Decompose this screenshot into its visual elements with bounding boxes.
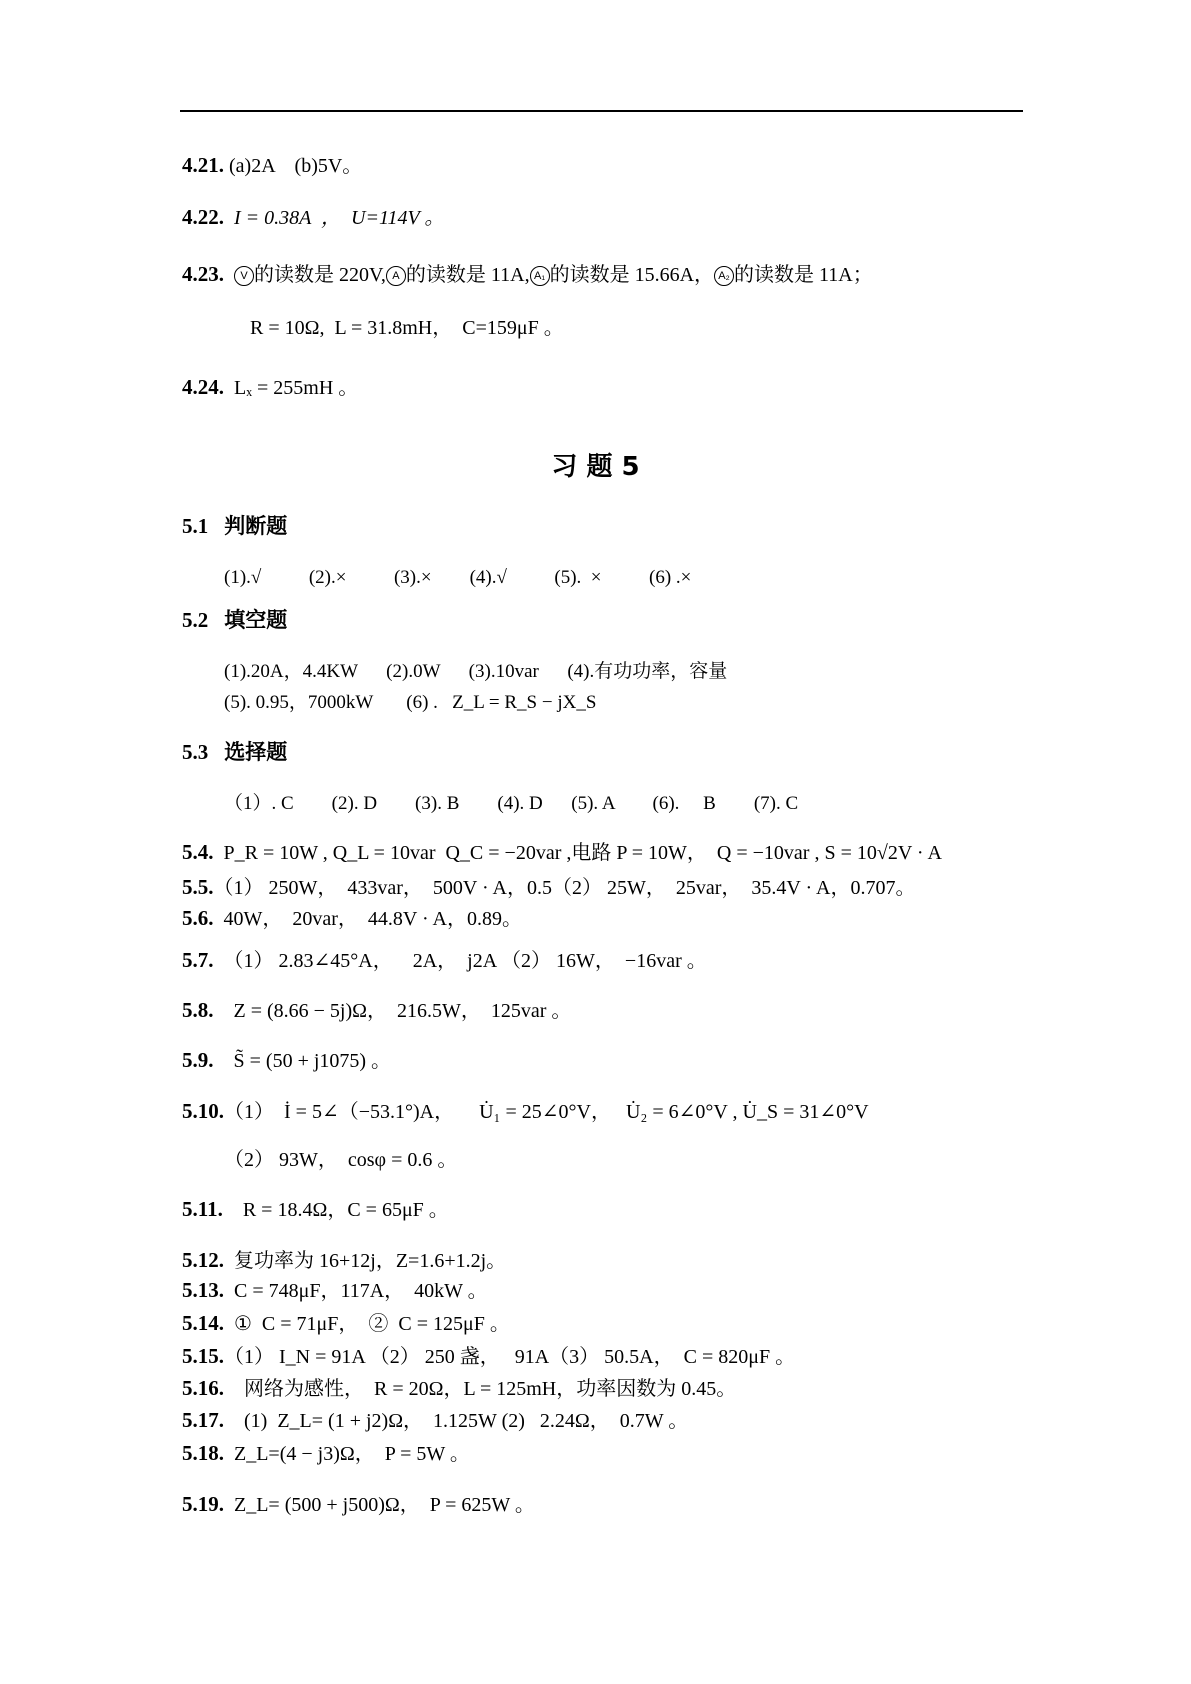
answer-5-16: 5.16. 网络为感性， R = 20Ω，L = 125mH，功率因数为 0.45。 xyxy=(182,1376,737,1400)
answer-5-10: 5.10.（1） İ = 5∠（−53.1°)A， U̇₁ = 25∠0°V， U̇₂ = 6∠0°V , U̇_S = 31∠0°V xyxy=(182,1099,869,1123)
ammeter-icon: A xyxy=(386,266,406,286)
answer-5-11: 5.11. R = 18.4Ω，C = 65μF 。 xyxy=(182,1197,449,1221)
header-rule xyxy=(180,110,1023,112)
section-5-2: 5.2 填空题 xyxy=(182,608,288,632)
answer-4-23: 4.23. V 的读数是 220V, A 的读数是 11A, A₁ 的读数是 15.66A， A₂ 的读数是 11A； xyxy=(182,262,873,286)
answer-5-18: 5.18. Z_L=(4 − j3)Ω， P = 5W 。 xyxy=(182,1441,470,1465)
answer-5-7: 5.7. （1） 2.83∠45°A， 2A， j2A （2） 16W， −16var 。 xyxy=(182,948,707,972)
ammeter-a1-icon: A₁ xyxy=(530,266,550,286)
answer-5-5: 5.5.（1） 250W， 433var， 500V · A，0.5（2） 25W， 25var， 35.4V · A，0.707。 xyxy=(182,875,916,899)
answer-5-15: 5.15.（1） I_N = 91A （2） 250 盏， 91A（3） 50.5A， C = 820μF 。 xyxy=(182,1344,796,1368)
answer-5-17: 5.17. (1) Z_L= (1 + j2)Ω， 1.125W (2) 2.24Ω， 0.7W 。 xyxy=(182,1408,689,1432)
choice-answers: （1）. C (2). D (3). B (4). D (5). A (6). B (7). C xyxy=(224,793,799,814)
answer-5-10-part2: （2） 93W， cosφ = 0.6 。 xyxy=(224,1149,458,1171)
answer-4-21: 4.21. (a)2A (b)5V。 xyxy=(182,153,363,177)
answer-5-9: 5.9. S̃ = (50 + j1075) 。 xyxy=(182,1048,392,1072)
answer-4-22: 4.22. I = 0.38A ， U=114V 。 xyxy=(182,205,445,229)
chapter-heading: 习 题 5 xyxy=(551,452,640,482)
fill-answers-2: (5). 0.95，7000kW (6) . Z_L = R_S − jX_S xyxy=(224,692,597,713)
section-5-3: 5.3 选择题 xyxy=(182,740,288,764)
answer-5-19: 5.19. Z_L= (500 + j500)Ω， P = 625W 。 xyxy=(182,1492,535,1516)
section-5-1: 5.1 判断题 xyxy=(182,514,288,538)
answer-5-8: 5.8. Z = (8.66 − 5j)Ω， 216.5W， 125var 。 xyxy=(182,998,572,1022)
voltmeter-icon: V xyxy=(234,266,254,286)
answer-5-12: 5.12. 复功率为 16+12j，Z=1.6+1.2j。 xyxy=(182,1248,507,1272)
answer-5-6: 5.6. 40W， 20var， 44.8V · A，0.89。 xyxy=(182,906,522,930)
answer-4-23-values: R = 10Ω, L = 31.8mH， C=159μF 。 xyxy=(250,317,564,339)
fill-answers-1: (1).20A，4.4KW (2).0W (3).10var (4).有功功率，容量 xyxy=(224,661,728,682)
answer-5-13: 5.13. C = 748μF，117A， 40kW 。 xyxy=(182,1278,488,1302)
ammeter-a2-icon: A₂ xyxy=(714,266,734,286)
answer-5-4: 5.4. P_R = 10W , Q_L = 10var Q_C = −20var ,电路 P = 10W， Q = −10var , S = 10√2V · A xyxy=(182,840,942,864)
judge-answers: (1).√ (2).× (3).× (4).√ (5). × (6) .× xyxy=(224,567,692,588)
answer-5-14: 5.14. ① C = 71μF， ② C = 125μF 。 xyxy=(182,1311,510,1335)
answer-4-24: 4.24. Lₓ = 255mH 。 xyxy=(182,375,359,399)
